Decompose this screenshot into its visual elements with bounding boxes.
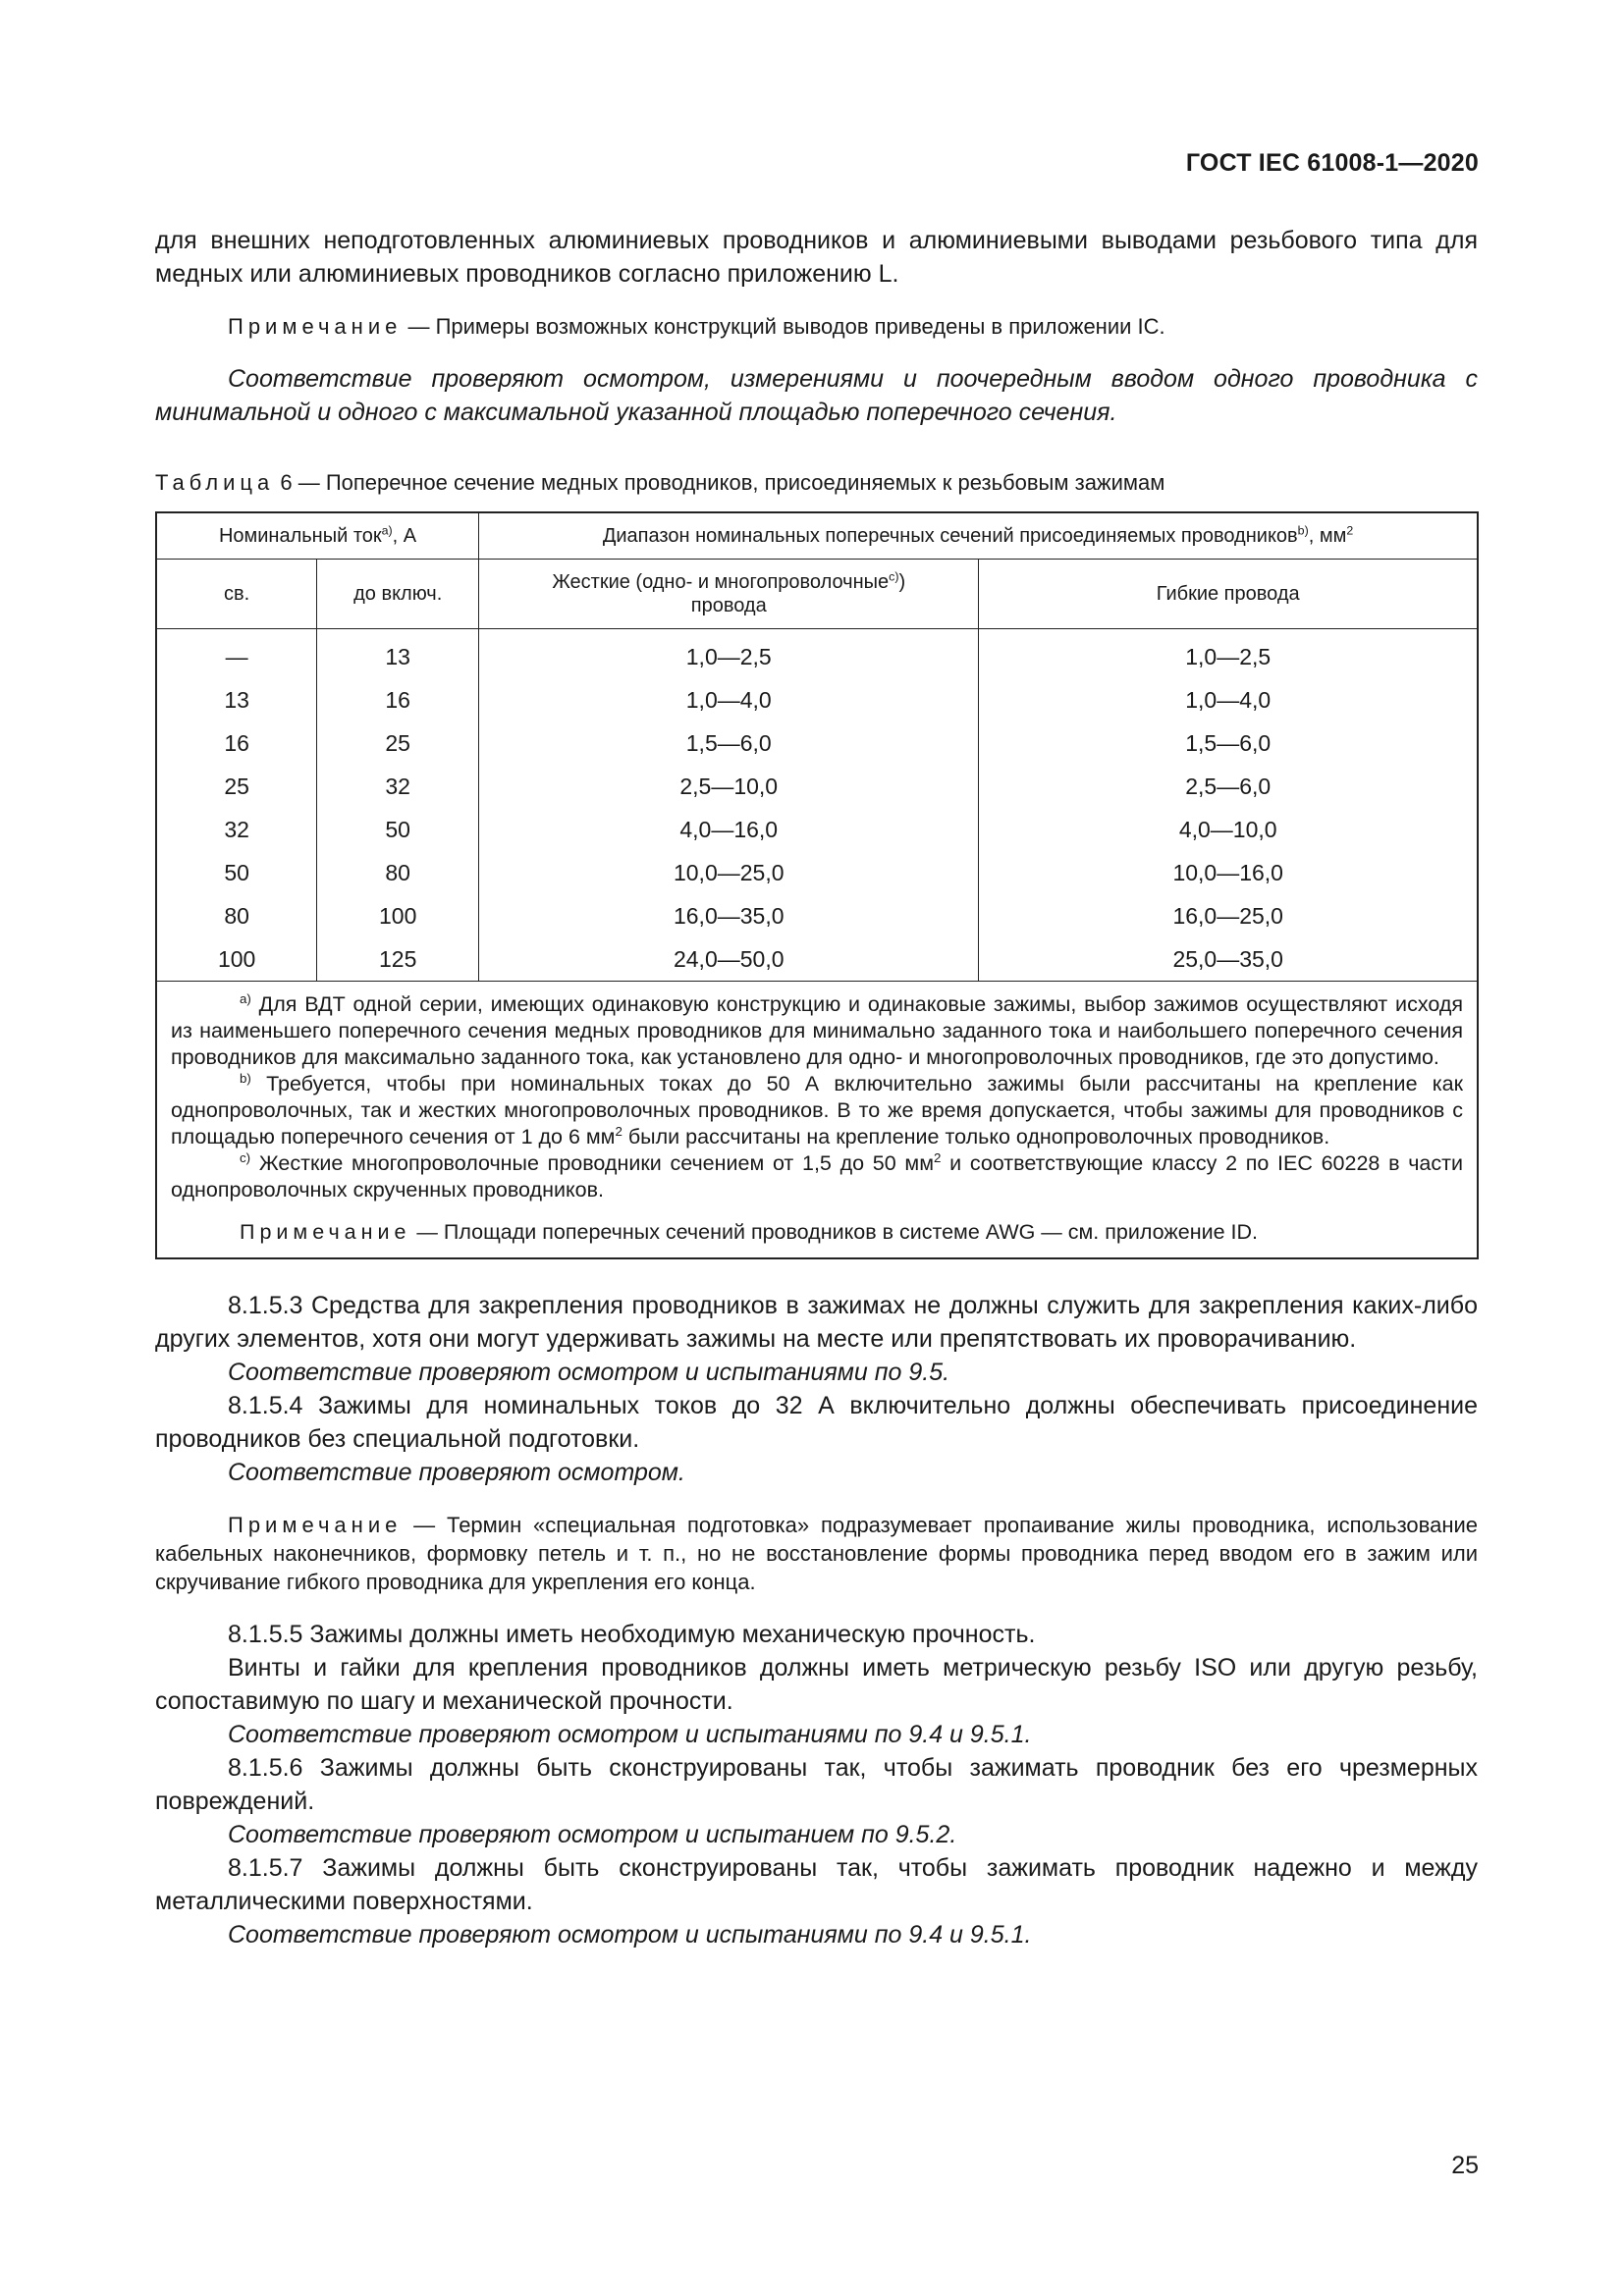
header-section-range: Диапазон номинальных поперечных сечений присоединяемых проводников$^{b)}$, $мм^2$ — [479, 512, 1478, 560]
table-row: 16 25 1,5—6,0 1,5—6,0 — [156, 721, 1478, 765]
note-label: Примечание — [228, 314, 403, 339]
document-header: ГОСТ IEC 61008-1—2020 — [1185, 149, 1479, 177]
section-8-1-5-5-body: Винты и гайки для крепления проводников должны иметь метрическую резьбу ISO или другую резьбу, сопоставимую по шагу и механической прочности. — [155, 1654, 1478, 1715]
section-8-1-5-4: 8.1.5.4 Зажимы для номинальных токов до 32 А включительно должны обеспечивать присоединение проводников без специальной подготовки. — [155, 1392, 1478, 1453]
section-8-1-5-3: 8.1.5.3 Средства для закрепления проводников в зажимах не должны служить для закрепления каких-либо других элементов, хотя они могут удерживать зажимы на месте или препятствовать их проворачиванию. — [155, 1292, 1478, 1353]
header-rated-current: Номинальный ток$^{a)}$, А — [156, 512, 479, 560]
table-caption-text: 6 — Поперечное сечение медных проводников, присоединяемых к резьбовым зажимам — [274, 470, 1165, 495]
section-8-1-5-4-note: Примечание — Термин «специальная подготовка» подразумевает пропаивание жилы проводника, использование кабельных наконечников, формовку петель и т. п., но не восстановление формы проводника перед вводом его в зажим или скручивание гибкого проводника для укрепления его конца. — [155, 1513, 1478, 1594]
intro-paragraph: для внешних неподготовленных алюминиевых проводников и алюминиевыми выводами резьбового типа для медных или алюминиевых проводников согласно приложению L. — [155, 227, 1478, 288]
table-row: 50 80 10,0—25,0 10,0—16,0 — [156, 851, 1478, 894]
table-row: 13 16 1,0—4,0 1,0—4,0 — [156, 678, 1478, 721]
table-row: — 13 1,0—2,5 1,0—2,5 — [156, 629, 1478, 679]
page-content — [155, 224, 1478, 1951]
table-row: 25 32 2,5—10,0 2,5—6,0 — [156, 765, 1478, 808]
table-note: Примечание — Площади поперечных сечений проводников в системе AWG — см. приложение ID. — [240, 1220, 1258, 1244]
table-caption-label: Таблица — [155, 470, 275, 495]
table-row: 80 100 16,0—35,0 16,0—25,0 — [156, 894, 1478, 937]
section-8-1-5-5-compliance: Соответствие проверяют осмотром и испытаниями по 9.4 и 9.5.1. — [228, 1721, 1032, 1748]
footnote-b: $^{b)}$ Требуется, чтобы при номинальных токах до 50 А включительно зажимы были рассчитаны на крепление как однопроволочных, так и жестких многопроволочных проводников. В то же время допускается, чтобы зажимы для проводников с площадью поперечного сечения от 1 до 6 $мм^2$ были рассчитаны на крепление только однопроволочных проводников. — [171, 1071, 1463, 1148]
page-number: 25 — [1451, 2152, 1479, 2179]
footnote-a: $^{a)}$ Для ВДТ одной серии, имеющих одинаковую конструкцию и одинаковые зажимы, выбор зажимов осуществляют исходя из наименьшего поперечного сечения медных проводников для минимально заданного тока и наибольшего поперечного сечения проводников для максимально заданного тока, как установлено для одно- и многопроволочных проводников, где это допустимо. — [171, 991, 1463, 1069]
table-row: 32 50 4,0—16,0 4,0—10,0 — [156, 808, 1478, 851]
col-flexible: Гибкие провода — [979, 560, 1478, 629]
section-8-1-5-7: 8.1.5.7 Зажимы должны быть сконструированы так, чтобы зажимать проводник надежно и между металлическими поверхностями. — [155, 1854, 1478, 1915]
intro-compliance: Соответствие проверяют осмотром, измерениями и поочередным вводом одного проводника с минимальной и одного с максимальной указанной площадью поперечного сечения. — [155, 365, 1478, 426]
col-from: св. — [156, 560, 317, 629]
note-text: — Примеры возможных конструкций выводов приведены в приложении IC. — [402, 314, 1165, 339]
conductor-table — [155, 511, 1479, 1259]
table-footnotes — [156, 982, 1478, 1259]
section-8-1-5-3-compliance: Соответствие проверяют осмотром и испытаниями по 9.5. — [228, 1359, 950, 1386]
section-8-1-5-7-compliance: Соответствие проверяют осмотром и испытаниями по 9.4 и 9.5.1. — [228, 1921, 1032, 1949]
table-footnotes-row — [156, 982, 1478, 1259]
col-rigid: Жесткие (одно- и многопроволочные$^{c)}$) провода — [479, 560, 979, 629]
intro-note — [155, 312, 1478, 341]
col-to: до включ. — [317, 560, 479, 629]
section-8-1-5-4-compliance: Соответствие проверяют осмотром. — [228, 1459, 685, 1486]
section-8-1-5-6: 8.1.5.6 Зажимы должны быть сконструированы так, чтобы зажимать проводник без его чрезмерных повреждений. — [155, 1754, 1478, 1815]
table-caption — [155, 468, 1478, 498]
section-8-1-5-6-compliance: Соответствие проверяют осмотром и испытанием по 9.5.2. — [228, 1821, 957, 1848]
footnote-c: $^{c)}$ Жесткие многопроволочные проводники сечением от 1,5 до 50 $мм^2$ и соответствующие классу 2 по IEC 60228 в части однопроволочных скрученных проводников. — [171, 1150, 1463, 1201]
table-row: 100 125 24,0—50,0 25,0—35,0 — [156, 937, 1478, 982]
section-8-1-5-5: 8.1.5.5 Зажимы должны иметь необходимую механическую прочность. — [228, 1621, 1036, 1648]
